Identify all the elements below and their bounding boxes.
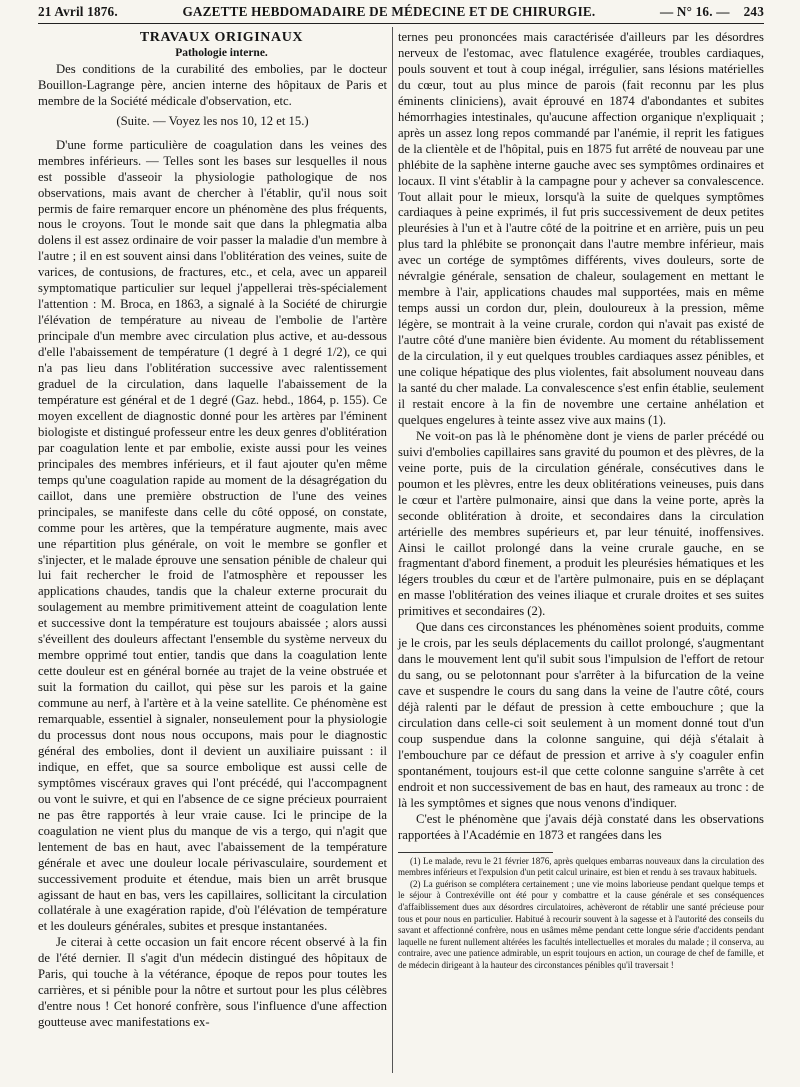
header-page-number: 243 [743,4,764,19]
article-title: Des conditions de la curabilité des embolies, par le docteur Bouillon-Lagrange père, ancien interne des hôpitaux de Paris et membre de la Société médicale d'observation, etc. [38,61,387,108]
paragraph: Ne voit-on pas là le phénomène dont je viens de parler précédé ou suivi d'embolies capillaires sans gravité du poumon et des plèvres, de la veine porte, puis de la circulation générale, consécutives dans le poumon et les plèvres, entre les deux oblitérations veineuses, puis dans le cœur et l'artère pulmonaire, ainsi que dans la veine porte, après la seconde oblitération à droite, et secondaires dans la circulation artérielle des membres supérieurs et, par leur ténuité, inoffensives. Ainsi le caillot prolongé dans la veine crurale gauche, en se fragmentant d'abord finement, a produit les pleurésies hématiques et les légers troubles du cœur et de l'artère pulmonaire, puis en se déplaçant en masse l'oblitération des veines iliaque et crurale droites et ses suites primitives et secondaires (2). [398,428,764,619]
paragraph: D'une forme particulière de coagulation dans les veines des membres inférieurs. — Telles sont les bases sur lesquelles il nous est possible d'asseoir la physiologie pathologique de nos observations, mais avant de chercher à l'établir, qu'il nous soit permis de faire remarquer encore un phénomène des plus fréquents, nous le croyons. Tout le monde sait que dans la phlegmatia alba dolens il est assez ordinaire de voir passer la maladie d'un membre à l'autre ; il en est souvent ainsi dans l'oblitération des veines, suite de varices, de contusions, de fractures, etc., et cela, avec un appareil symptomatique particulier sur lequel j'appellerai très-spécialement l'attention : M. Broca, en 1863, a signalé à la Société de chirurgie l'élévation de température au niveau de l'embolie de l'artère principale d'un membre avec circulation plus active, et au-dessous d'elle l'abaissement de température (1 degré à 1 degré 1/2), ce qui n'a pas lieu dans l'oblitération successive avec ralentissement graduel de la circulation, dans laquelle l'abaissement de la température est général et de 1 degré (Gaz. hebd., 1864, p. 155). Ce moyen excellent de diagnostic donné pour les artères par l'éminent biologiste et distingué professeur entre les deux genres d'oblitération par coagulation lente et par embolie, existe aussi pour les veines principales des membres inférieurs, et il faut ajouter qu'en même temps qu'une coagulation rapide au moment de la désagrégation du caillot, dans une première obstruction de l'une des veines principales, se manifeste dans celle du côté opposé, on constate, comme pour les artères, que la température augmente, mais avec une répartition plus générale, on voit le membre se gonfler et s'injecter, et le malade éprouve une sensation pénible de chaleur qui lui fait rechercher le froid de l'atmosphère et repousser les applications chaudes, tandis que la chaleur externe procurait du soulagement au membre primitivement atteint de coagulation lente et successive dont la température est toujours abaissée ; alors aussi s'éveillent des douleurs affectant l'ensemble du système nerveux du membre opprimé tout entier, tandis que dans la coagulation lente cette douleur est en général bornée au trajet de la veine obstruée et suit la formation du caillot, qui pèse sur les parois et la gaine commune au nerf, à l'artère et à la veine satellite. Ce phénomène est remarquable, essentiel à signaler, nonseulement pour la physiologie du processus dont nous nous occupons, mais pour le diagnostic général des embolies, dont il devient un auxiliaire puissant : il indique, en effet, que sa source embolique est aussi celle de symptômes viscéraux graves qui l'ont précédé, qui l'accompagnent ou vont le suivre, et qui en l'absence de ce signe précieux pourraient ne pas être rapportés à leur vraie cause. Ici le principe de la coagulation ne vient plus du manque de vis a tergo, qui n'agit que lentement de bas en haut, avec l'abaissement de la température générale et avec une douleur locale périvasculaire, sourdement et successivement produite et étendue, mais bien un arrêt brusque agissant de haut en bas, vers les capillaires, sollicitant la circulation collatérale à une exagération rapide, d'où l'élévation de température et les douleurs générales, subites et presque instantanées. [38,137,387,934]
right-column [398,30,764,972]
section-title: TRAVAUX ORIGINAUX [139,30,304,45]
subsection-title: Pathologie interne. [175,46,268,59]
running-header [38,4,764,24]
paragraph: Que dans ces circonstances les phénomènes soient produits, comme je le crois, par les seuls déplacements du caillot prolongé, s'augmentant dans le mouvement lent qu'il subit sous l'impulsion de l'effort de retour du sang, ou se pelotonnant pour s'arrêter à la bifurcation de la veine cave et suspendre le cours du sang dans la veine de l'autre côté, cours déjà ralenti par le défaut de pression à cette embouchure ; que la circulation dans celle-ci soit seulement à un moment donné tout d'un coup suspendue dans la colonne sanguine, qui déjà s'étalait à l'embouchure par ce défaut de pression et arrive à s'y coaguler enfin spontanément, toujours est-il que cette colonne sanguine s'arrête à cet endroit et non successivement de bas en haut, des rameaux au tronc : de là les symptômes et signes que nous venons d'indiquer. [398,620,764,810]
footnotes [398,856,764,972]
footnote: (1) Le malade, revu le 21 février 1876, après quelques embarras nouveaux dans la circulation des membres inférieurs et l'expulsion d'un petit calcul urinaire, est bien et rendu à ses travaux habituels. [398,855,764,878]
footnote-rule [398,852,553,853]
header-issue: — N° 16. — [660,4,730,19]
header-journal: GAZETTE HEBDOMADAIRE DE MÉDECINE ET DE CHIRURGIE. [182,4,596,19]
footnote: (2) La guérison se complétera certainement ; une vie moins laborieuse pendant quelque temps et le séjour à Contrexéville ont été pour y combattre et la cause générale et ses conséquences d'affaiblissement dues aux désordres circulatoires, achèveront de rétablir une santé précieuse pour tous et pour nous en particulier. Habitué à recourir souvent à la sagesse et à l'autorité des conseils du savant et affectionné confrère, nous en usâmes même pendant cette longue série d'accidents pendant laquelle ne furent nullement altérées les facultés intellectuelles et morales du malade ; il conserva, au contraire, avec une patience admirable, un esprit toujours en action, un courage de chef de famille, et de médecin dirigeant à la hauteur des circonstances pénibles qu'il traversait ! [398,878,764,970]
left-column [38,30,387,1031]
paragraph: Je citerai à cette occasion un fait encore récent observé à la fin de l'été dernier. Il s'agit d'un médecin distingué des hôpitaux de Paris, qui touche à la vétérance, époque de repos pour toutes les carrières, et si pénible pour la nôtre et surtout pour les plus célèbres d'entre nous ! Cet honoré confrère, sous l'influence d'une affection goutteuse avec manifestations ex- [38,935,387,1030]
paragraph: C'est le phénomène que j'avais déjà constaté dans les observations rapportées à l'Académie en 1873 et rangées dans les [398,811,764,842]
header-date: 21 Avril 1876. [38,4,118,19]
column-rule [392,27,393,1073]
suite-note: (Suite. — Voyez les nos 10, 12 et 15.) [116,113,309,128]
paragraph: ternes peu prononcées mais caractérisée d'ailleurs par les désordres nerveux de l'estomac, avec flatulence exagérée, troubles cardiaques, pouls souvent et tout à coup inégal, irrégulier, sans lésions matérielles du cœur, tout au plus mince de parois (fait reconnu par les plus éminents cliniciens), avait éprouvé en 1874 d'abondantes et subites hémorrhagies intestinales, qu'aucune affection organique n'expliquait ; après un assez long repos commandé par l'anémie, il reprit les fatigues de la clientèle et de l'hôpital, puis en 1875 fut arrêté de nouveau par une phlébite de la saphène interne gauche avec ses symptômes ordinaires et locaux. Il vint s'établir à la campagne pour y achever sa convalescence. Tout allait pour le mieux, lorsqu'à la suite de quelques symptômes cardiaques à peine exprimés, il fut pris successivement de deux petites pleurésies à l'un et à l'autre côté de la poitrine et en arrière, puis un peu plus tard la phlébite se prononçait dans l'autre membre inférieur, mais avec un cortége de symptômes différents, vives douleurs, sorte de névralgie générale, sensation de chaleur, soulagement en mettant le membre à l'air, applications chaudes mal supportées, mais en même temps aussi un cordon dur, plein, douloureux à la pression, même légère, se montrait à la veine crurale, cordon qui n'avait pas existé de l'autre côté d'une manière bien évidente. Au moment du rétablissement de la circulation, il y eut quelques troubles cardiaques assez pénibles, et une colique hépatique des plus violentes, fait absolument nouveau dans la santé du cher malade. La convalescence s'est enfin établie, seulement il restait encore à la fin de novembre une certaine anhélation et quelques engelures à teinte assez vive aux mains (1). [398,30,764,427]
header-rule [38,23,764,24]
